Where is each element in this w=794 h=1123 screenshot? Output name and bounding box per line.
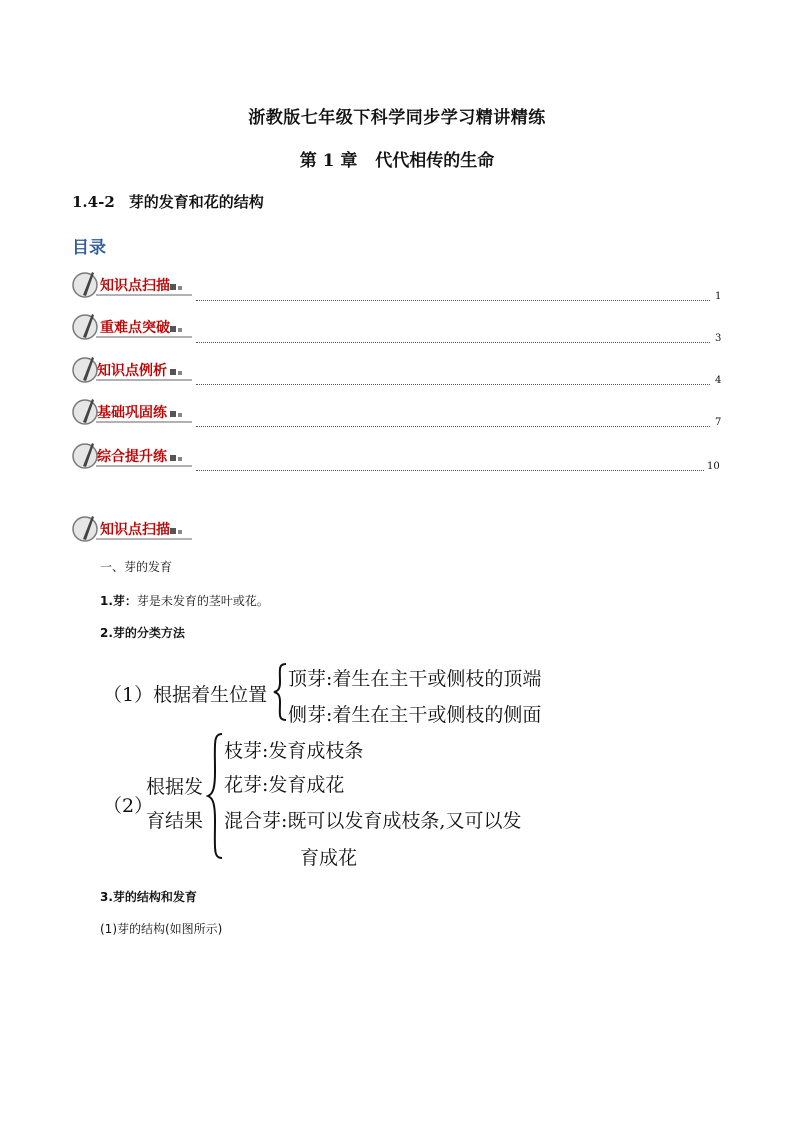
section-heading-bud-development: 一、芽的发育 [100, 560, 173, 574]
diagram-flower-bud: 花芽:发育成花 [224, 774, 345, 796]
diagram-mixed-bud-continued: 育成花 [300, 847, 358, 869]
diagram-group2-number: （2） [103, 795, 154, 817]
toc-leader-dots [196, 300, 710, 301]
toc-leader-dots [196, 342, 710, 343]
toc-item-label: 综合提升练 [97, 449, 167, 465]
paragraph-bud-classification: 2.芽的分类方法 [100, 626, 185, 640]
toc-page-number: 4 [715, 375, 722, 386]
toc-page-number: 1 [715, 291, 722, 302]
toc-item-advanced-practice[interactable] [70, 439, 194, 473]
diagram-mixed-bud: 混合芽:既可以发育成枝条,又可以发 [224, 810, 522, 832]
paragraph-bud-structure: 3.芽的结构和发育 [100, 890, 197, 904]
toc-item-label: 知识点扫描 [100, 278, 170, 294]
toc-item-label: 重难点突破 [100, 320, 170, 336]
diagram-branch-bud: 枝芽:发育成枝条 [224, 740, 364, 762]
toc-item-label: 知识点例析 [97, 363, 167, 379]
lesson-title [72, 191, 264, 212]
toc-item-basic-practice[interactable] [70, 395, 194, 429]
document-title: 浙教版七年级下科学同步学习精讲精练 [248, 108, 546, 128]
lesson-code: 1.4-2 [72, 193, 115, 211]
term-label: 1.芽： [100, 594, 137, 608]
paragraph-bud-structure-figure: (1)芽的结构(如图所示) [100, 922, 223, 936]
toc-leader-dots [196, 384, 710, 385]
paragraph-bud-definition [100, 592, 269, 609]
chapter-name: 代代相传的生命 [375, 151, 495, 171]
curly-brace-icon [272, 662, 288, 722]
term-definition: 芽是未发育的茎叶或花。 [136, 594, 269, 608]
toc-page-number: 3 [715, 333, 722, 344]
curly-brace-icon [206, 732, 224, 860]
toc-item-knowledge-scan[interactable] [70, 268, 194, 302]
toc-item-label: 基础巩固练 [97, 405, 167, 421]
toc-item-examples[interactable] [70, 353, 194, 387]
toc-page-number: 10 [707, 461, 720, 472]
diagram-group2-label-line2: 育结果 [146, 810, 204, 832]
section-badge-label: 知识点扫描 [100, 522, 170, 538]
diagram-group1-label: （1）根据着生位置 [103, 684, 268, 706]
diagram-lateral-bud: 侧芽:着生在主干或侧枝的侧面 [288, 704, 542, 726]
diagram-group2-label-line1: 根据发 [146, 776, 204, 798]
chapter-title [0, 146, 794, 171]
diagram-terminal-bud: 顶芽:着生在主干或侧枝的顶端 [288, 668, 542, 690]
lesson-name: 芽的发育和花的结构 [128, 193, 264, 211]
chapter-number: 第 1 章 [299, 151, 358, 171]
toc-leader-dots [196, 470, 704, 471]
section-badge-knowledge-scan [70, 512, 194, 546]
toc-page-number: 7 [715, 417, 722, 428]
toc-item-key-points[interactable] [70, 310, 194, 344]
toc-heading: 目录 [72, 238, 106, 258]
toc-leader-dots [196, 426, 710, 427]
